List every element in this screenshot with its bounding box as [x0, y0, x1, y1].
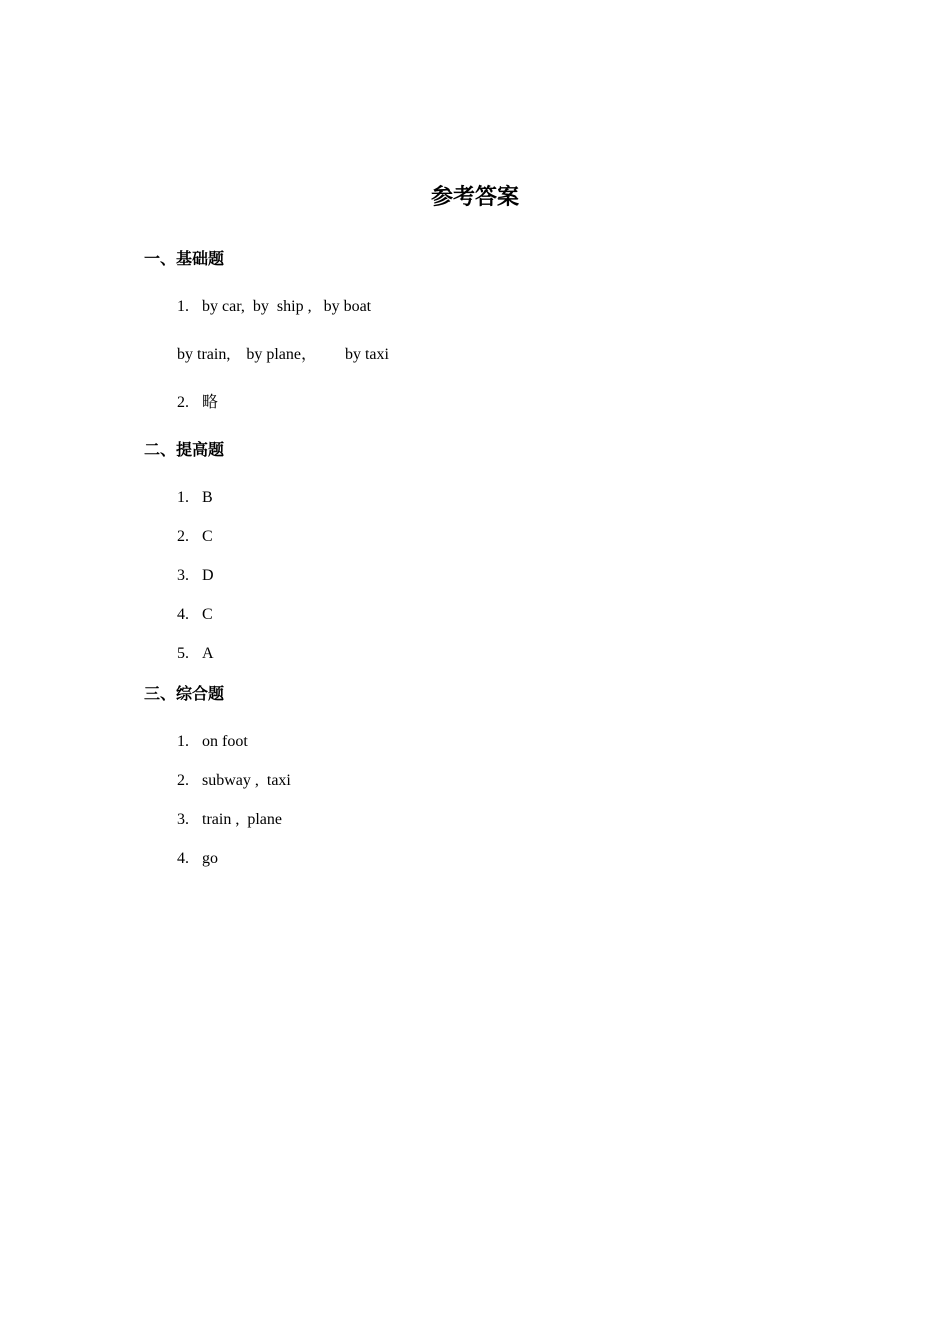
question-number: 2. [177, 394, 189, 411]
question-number: 4. [177, 850, 189, 867]
answer-text: train , plane [202, 811, 282, 828]
answer-text: C [202, 606, 213, 623]
section-heading-advanced: 二、提高题 [144, 442, 225, 459]
answer-line-2-1 [177, 487, 213, 509]
question-number: 1. [177, 733, 189, 750]
question-number: 1. [177, 489, 189, 506]
section-heading-basic: 一、基础题 [144, 251, 225, 268]
question-number: 1. [177, 298, 189, 315]
question-number: 2. [177, 528, 189, 545]
answer-line-1-1-continued: by train, by plane， by taxi [177, 346, 389, 363]
answer-text: C [202, 528, 213, 545]
answer-text: subway , taxi [202, 772, 291, 789]
answer-line-3-3 [177, 809, 282, 831]
question-number: 5. [177, 645, 189, 662]
section-heading-comprehensive: 三、综合题 [144, 686, 225, 703]
question-number: 3. [177, 811, 189, 828]
answer-line-1-2 [177, 392, 218, 414]
answer-line-2-3 [177, 565, 214, 587]
answer-text: D [202, 567, 214, 584]
answer-text: B [202, 489, 213, 506]
answer-text: 略 [202, 394, 219, 411]
answer-line-3-4 [177, 848, 218, 870]
answer-text: A [202, 645, 214, 662]
question-number: 4. [177, 606, 189, 623]
question-number: 3. [177, 567, 189, 584]
page-title: 参考答案 [430, 184, 519, 209]
answer-text: go [202, 850, 218, 867]
answer-text: by car, by ship , by boat [202, 298, 372, 315]
answer-line-2-4 [177, 604, 213, 626]
answer-line-1-1 [177, 296, 371, 318]
answer-line-2-5 [177, 643, 214, 665]
answer-line-2-2 [177, 526, 213, 548]
question-number: 2. [177, 772, 189, 789]
answer-line-3-1 [177, 731, 248, 753]
answer-text: on foot [202, 733, 248, 750]
answer-line-3-2 [177, 770, 291, 792]
